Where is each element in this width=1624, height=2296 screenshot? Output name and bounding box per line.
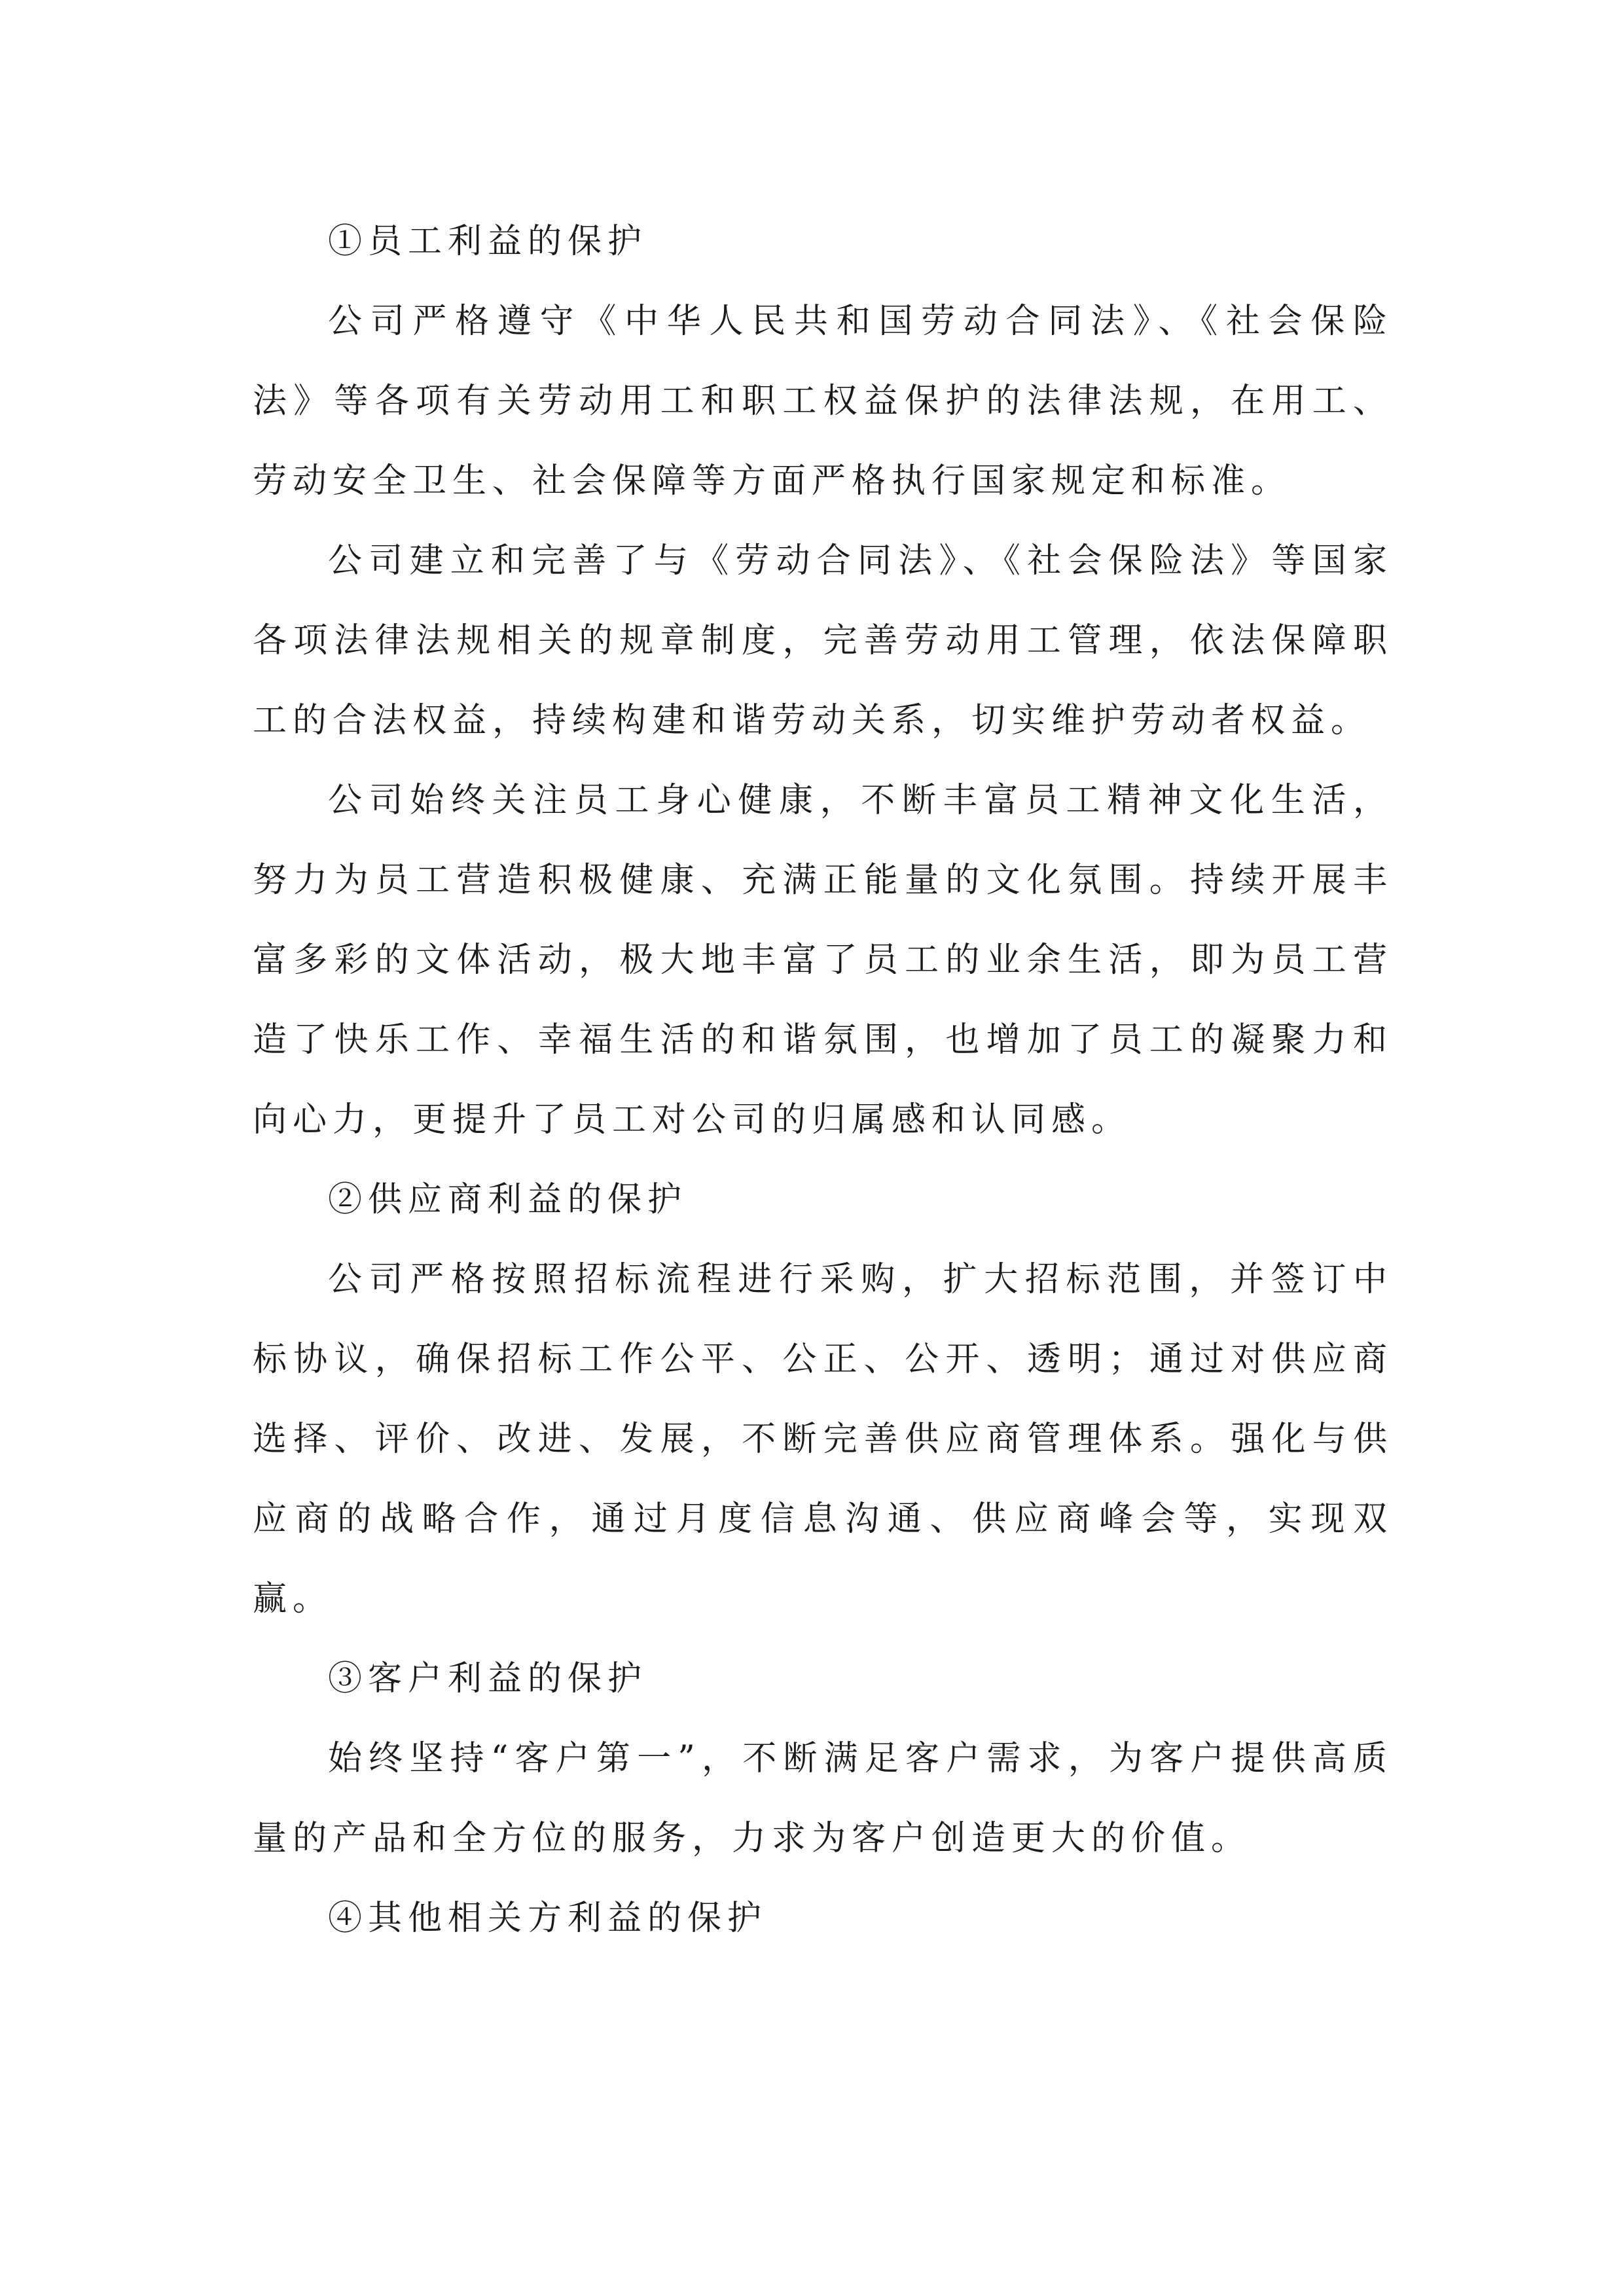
paragraph-customer-first: 始终坚持“客户第一”，不断满足客户需求，为客户提供高质量的产品和全方位的服务，力求为客户创造更大的价值。 [253, 1739, 1393, 1858]
paragraph-regulations: 公司建立和完善了与《劳动合同法》、《社会保险法》等国家各项法律法规相关的规章制度，完善劳动用工管理，依法保障职工的合法权益，持续构建和谐劳动关系，切实维护劳动者权益。 [253, 541, 1393, 740]
section-heading-customer: ③客户利益的保护 [328, 1659, 648, 1698]
document-page [253, 202, 1393, 1958]
section-heading-employee: ①员工利益的保护 [328, 222, 648, 261]
paragraph-labor-law: 公司严格遵守《中华人民共和国劳动合同法》、《社会保险法》等各项有关劳动用工和职工权益保护的法律法规，在用工、劳动安全卫生、社会保障等方面严格执行国家规定和标准。 [253, 302, 1393, 501]
paragraph-procurement: 公司严格按照招标流程进行采购，扩大招标范围，并签订中标协议，确保招标工作公平、公正、公开、透明；通过对供应商选择、评价、改进、发展，不断完善供应商管理体系。强化与供应商的战略合作，通过月度信息沟通、供应商峰会等，实现双赢。 [253, 1260, 1393, 1619]
section-heading-other: ④其他相关方利益的保护 [328, 1899, 768, 1938]
paragraph-employee-wellbeing: 公司始终关注员工身心健康，不断丰富员工精神文化生活，努力为员工营造积极健康、充满正能量的文化氛围。持续开展丰富多彩的文体活动，极大地丰富了员工的业余生活，即为员工营造了快乐工作、幸福生活的和谐氛围，也增加了员工的凝聚力和向心力，更提升了员工对公司的归属感和认同感。 [253, 781, 1393, 1139]
section-heading-supplier: ②供应商利益的保护 [328, 1180, 688, 1219]
